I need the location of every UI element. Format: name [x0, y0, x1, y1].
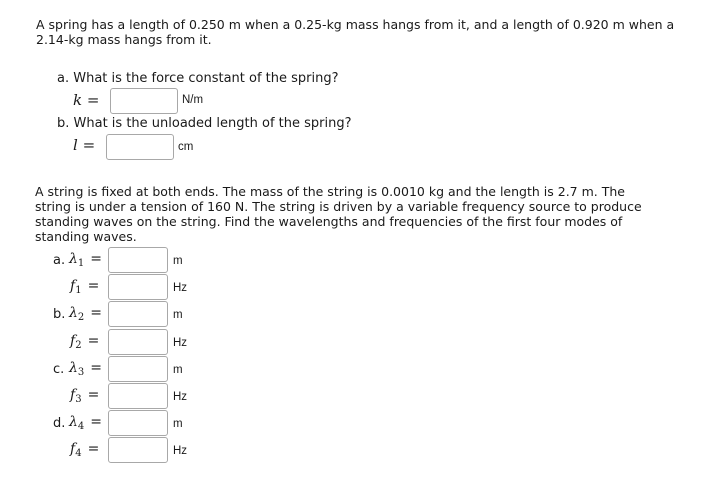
symbol: f — [70, 278, 76, 295]
frequency-symbol — [70, 441, 99, 459]
l-symbol: l = — [73, 136, 96, 154]
frequency-4-input[interactable] — [108, 437, 168, 463]
subscript: 4 — [75, 448, 82, 460]
wavelength-4-input[interactable] — [108, 410, 168, 436]
part-prefix: a. — [53, 253, 66, 268]
force-constant-unit: N/m — [182, 94, 204, 106]
unit-label: Hz — [173, 336, 188, 349]
unit-label: m — [173, 363, 183, 376]
symbol: f — [70, 387, 76, 403]
unit-label: m — [173, 255, 183, 267]
subscript: 3 — [77, 366, 85, 378]
unit-label: Hz — [173, 445, 188, 458]
k-symbol: k = — [73, 91, 100, 109]
equals-sign: = — [90, 251, 102, 267]
unloaded-length-unit: cm — [178, 141, 194, 153]
symbol: f — [70, 332, 76, 349]
symbol: λ — [69, 414, 78, 431]
unloaded-length-input[interactable] — [106, 134, 174, 160]
subscript: 3 — [75, 394, 82, 405]
wavelength-1-input[interactable] — [108, 247, 168, 273]
symbol: f — [70, 441, 76, 458]
symbol: λ — [69, 359, 78, 376]
lambda-symbol — [69, 360, 102, 378]
equals-sign: = — [90, 414, 102, 431]
part-prefix: b. — [53, 307, 66, 323]
lambda-symbol — [69, 305, 102, 323]
frequency-symbol — [70, 387, 99, 405]
equals-sign: = — [87, 278, 100, 295]
frequency-1-input[interactable] — [108, 274, 168, 300]
unit-label: Hz — [173, 282, 188, 295]
wavelength-3-input[interactable] — [108, 356, 168, 382]
spring-problem-text: A spring has a length of 0.250 m when a 0.25-kg mass hangs from it, and a length of 0.920 m when a 2.14-kg mass hangs from it. — [36, 17, 675, 47]
subscript: 2 — [75, 339, 82, 351]
equals-sign: = — [90, 305, 102, 322]
equals-sign: = — [87, 441, 100, 458]
subscript: 4 — [77, 421, 85, 433]
force-constant-input[interactable] — [110, 88, 178, 114]
subscript: 1 — [77, 258, 85, 269]
equals-sign: = — [87, 387, 100, 403]
unit-label: m — [173, 309, 183, 322]
wavelength-2-input[interactable] — [108, 301, 168, 327]
subscript: 2 — [77, 312, 85, 324]
symbol: λ — [69, 251, 78, 267]
lambda-symbol — [69, 251, 102, 269]
frequency-2-input[interactable] — [108, 329, 168, 355]
subscript: 1 — [75, 285, 82, 297]
frequency-symbol — [70, 333, 99, 351]
frequency-3-input[interactable] — [108, 383, 168, 409]
equals-sign: = — [87, 332, 100, 349]
lambda-symbol — [69, 414, 102, 432]
question-a-label: a. What is the force constant of the spring? — [57, 71, 339, 86]
symbol: λ — [69, 305, 78, 322]
frequency-symbol — [70, 278, 99, 296]
question-b-label: b. What is the unloaded length of the spring? — [57, 116, 352, 131]
unit-label: m — [173, 418, 183, 431]
unit-label: Hz — [173, 391, 188, 403]
string-problem-text: A string is fixed at both ends. The mass of the string is 0.0010 kg and the length is 2.7 m. The string is under a tension of 160 N. The string is driven by a variable frequency source to produce standing waves on the string. Find the wavelengths and frequencies of the first four modes of standing waves. — [35, 184, 642, 244]
part-prefix: d. — [53, 416, 66, 432]
part-prefix: c. — [53, 361, 65, 377]
equals-sign: = — [90, 359, 102, 376]
